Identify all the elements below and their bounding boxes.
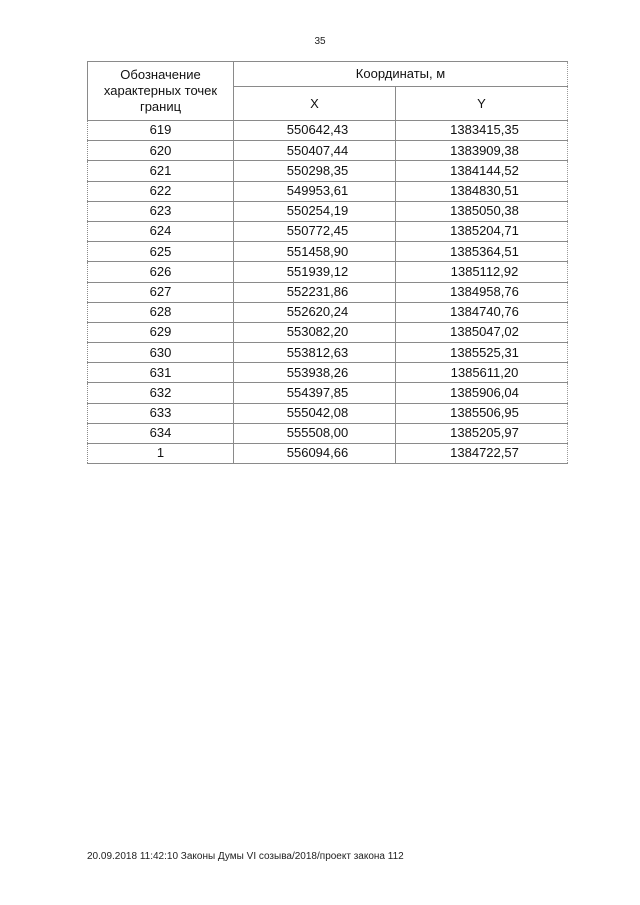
table-row	[88, 403, 568, 423]
x-coordinate-cell: 551939,12	[234, 262, 396, 282]
y-coordinate-cell: 1384958,76	[396, 282, 568, 302]
y-coordinate-cell: 1383909,38	[396, 141, 568, 161]
table-row	[88, 262, 568, 282]
point-cell: 631	[88, 363, 234, 383]
point-cell: 619	[88, 121, 234, 141]
x-coordinate-cell: 551458,90	[234, 242, 396, 262]
table-row	[88, 302, 568, 322]
table-row	[88, 444, 568, 464]
point-cell: 620	[88, 141, 234, 161]
x-column-header: X	[234, 87, 396, 121]
x-coordinate-cell: 550772,45	[234, 221, 396, 241]
point-cell: 627	[88, 282, 234, 302]
x-coordinate-cell: 550642,43	[234, 121, 396, 141]
x-coordinate-cell: 550407,44	[234, 141, 396, 161]
y-coordinate-cell: 1384740,76	[396, 302, 568, 322]
table-body	[88, 121, 568, 464]
point-cell: 625	[88, 242, 234, 262]
x-coordinate-cell: 552620,24	[234, 302, 396, 322]
y-coordinate-cell: 1383415,35	[396, 121, 568, 141]
table-row	[88, 161, 568, 181]
x-coordinate-cell: 553938,26	[234, 363, 396, 383]
y-coordinate-cell: 1385205,97	[396, 423, 568, 443]
point-cell: 632	[88, 383, 234, 403]
page-number: 35	[314, 36, 326, 47]
y-coordinate-cell: 1385050,38	[396, 201, 568, 221]
x-coordinate-cell: 554397,85	[234, 383, 396, 403]
table-row	[88, 201, 568, 221]
y-coordinate-cell: 1385506,95	[396, 403, 568, 423]
x-coordinate-cell: 550298,35	[234, 161, 396, 181]
y-coordinate-cell: 1384830,51	[396, 181, 568, 201]
table-row	[88, 383, 568, 403]
point-cell: 621	[88, 161, 234, 181]
x-coordinate-cell: 552231,86	[234, 282, 396, 302]
x-coordinate-cell: 556094,66	[234, 444, 396, 464]
y-coordinate-cell: 1385364,51	[396, 242, 568, 262]
point-cell: 633	[88, 403, 234, 423]
coordinates-header: Координаты, м	[234, 62, 568, 87]
x-coordinate-cell: 549953,61	[234, 181, 396, 201]
point-cell: 622	[88, 181, 234, 201]
x-coordinate-cell: 553812,63	[234, 343, 396, 363]
table-row	[88, 423, 568, 443]
table-row	[88, 121, 568, 141]
point-cell: 626	[88, 262, 234, 282]
y-coordinate-cell: 1385611,20	[396, 363, 568, 383]
document-footer: 20.09.2018 11:42:10 Законы Думы VI созыва/2018/проект закона 112	[87, 851, 404, 862]
y-coordinate-cell: 1385906,04	[396, 383, 568, 403]
point-cell: 628	[88, 302, 234, 322]
y-coordinate-cell: 1385204,71	[396, 221, 568, 241]
y-coordinate-cell: 1385112,92	[396, 262, 568, 282]
table-row	[88, 322, 568, 342]
point-cell: 623	[88, 201, 234, 221]
table-row	[88, 343, 568, 363]
table-row	[88, 221, 568, 241]
point-cell: 629	[88, 322, 234, 342]
table-row	[88, 363, 568, 383]
point-cell: 630	[88, 343, 234, 363]
table-row	[88, 181, 568, 201]
x-coordinate-cell: 555042,08	[234, 403, 396, 423]
table-row	[88, 282, 568, 302]
y-coordinate-cell: 1385047,02	[396, 322, 568, 342]
y-coordinate-cell: 1384722,57	[396, 444, 568, 464]
y-coordinate-cell: 1384144,52	[396, 161, 568, 181]
point-cell: 634	[88, 423, 234, 443]
point-cell: 624	[88, 221, 234, 241]
x-coordinate-cell: 555508,00	[234, 423, 396, 443]
table-row	[88, 242, 568, 262]
y-coordinate-cell: 1385525,31	[396, 343, 568, 363]
x-coordinate-cell: 553082,20	[234, 322, 396, 342]
point-column-header: Обозначение характерных точек границ	[88, 62, 234, 121]
y-column-header: Y	[396, 87, 568, 121]
table-header	[88, 62, 568, 121]
table-row	[88, 141, 568, 161]
x-coordinate-cell: 550254,19	[234, 201, 396, 221]
point-cell: 1	[88, 444, 234, 464]
coordinates-table	[87, 61, 568, 464]
